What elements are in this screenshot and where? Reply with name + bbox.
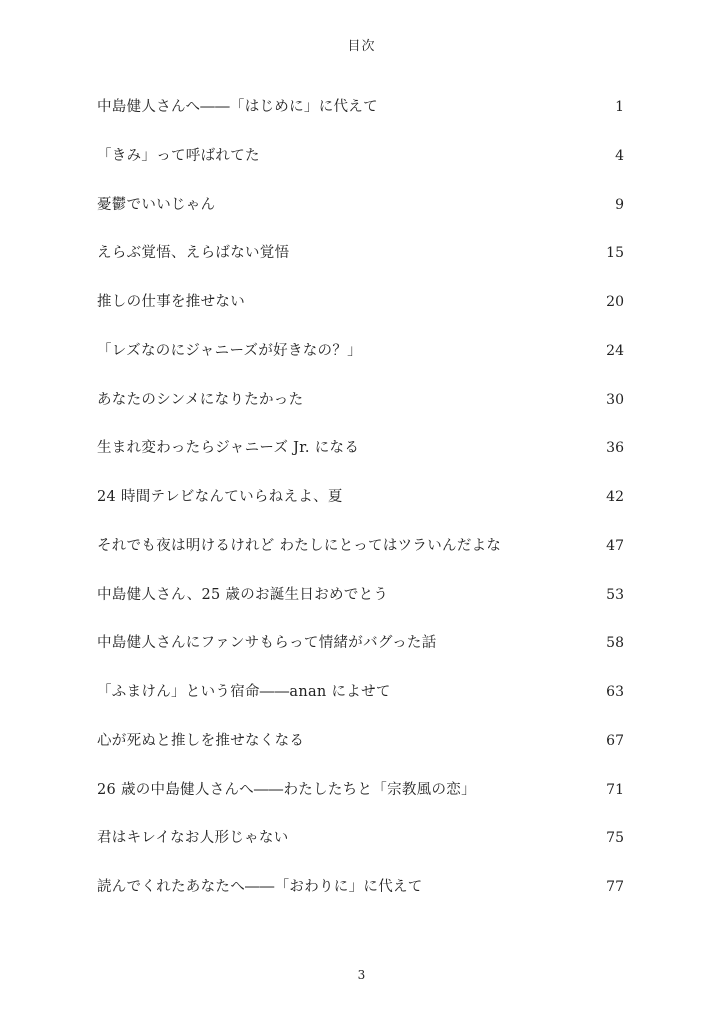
toc-entry-title: あなたのシンメになりたかった xyxy=(97,391,304,408)
toc-entry xyxy=(97,473,624,522)
toc-entry xyxy=(97,717,624,766)
toc-entry xyxy=(97,668,624,717)
page-number: 3 xyxy=(357,968,366,982)
toc-entry-page: 20 xyxy=(606,294,624,310)
toc-entry-title: 「レズなのにジャニーズが好きなの？」 xyxy=(97,342,362,359)
toc-entry-page: 47 xyxy=(606,537,624,554)
toc-entry-page: 58 xyxy=(606,635,624,652)
toc-entry-page: 77 xyxy=(606,879,624,895)
toc-entry-title: それでも夜は明けるけれど わたしにとってはツラいんだよな xyxy=(97,537,502,554)
toc-entry xyxy=(97,424,624,473)
toc-entry-title: 中島健人さんへ――「はじめに」に代えて xyxy=(97,99,378,115)
toc-entry-title: 中島健人さんにファンサもらって情緒がバグった話 xyxy=(97,635,437,652)
toc-entry-title: 26 歳の中島健人さんへ――わたしたちと「宗教風の恋」 xyxy=(97,781,476,798)
toc-entry xyxy=(97,814,624,863)
page-title: 目次 xyxy=(347,39,376,54)
toc-entry-page: 15 xyxy=(606,245,624,262)
toc-entry xyxy=(97,571,624,620)
toc-entry xyxy=(97,522,624,571)
toc-entry-page: 1 xyxy=(615,99,624,115)
toc-entry xyxy=(97,181,624,230)
toc-entry-title: 推しの仕事を推せない xyxy=(97,294,245,310)
toc-entry-title: 「きみ」って呼ばれてた xyxy=(97,147,260,164)
toc-entry-title: 「ふまけん」という宿命――anan によせて xyxy=(97,684,391,700)
toc-entry-title: 君はキレイなお人形じゃない xyxy=(97,830,289,847)
toc-entry-title: 心が死ぬと推しを推せなくなる xyxy=(97,732,305,749)
toc-entry-page: 9 xyxy=(615,196,624,213)
toc-entry-title: 24 時間テレビなんていらねえよ、夏 xyxy=(97,489,343,505)
toc-entry-title: 憂鬱でいいじゃん xyxy=(97,196,216,213)
toc-entry xyxy=(97,619,624,668)
toc-entry xyxy=(97,132,624,181)
toc-entry-title: 生まれ変わったらジャニーズ Jr. になる xyxy=(97,440,360,457)
toc-entry xyxy=(97,278,624,327)
toc-entry-page: 75 xyxy=(606,830,624,847)
toc-entry-title: 読んでくれたあなたへ――「おわりに」に代えて xyxy=(97,879,423,895)
toc-entry xyxy=(97,327,624,376)
toc-entry-page: 36 xyxy=(606,440,624,457)
toc-entry xyxy=(97,863,624,912)
toc-entry xyxy=(97,83,624,132)
toc-entry-page: 4 xyxy=(615,147,624,164)
toc-entry-page: 24 xyxy=(606,342,624,359)
toc-entry-page: 63 xyxy=(606,684,624,700)
toc-entry-page: 42 xyxy=(606,489,624,505)
toc-entry-title: えらぶ覚悟、えらばない覚悟 xyxy=(97,245,290,262)
toc-entry-page: 53 xyxy=(606,586,624,603)
toc-entry xyxy=(97,229,624,278)
toc-entry-page: 67 xyxy=(606,732,624,749)
toc-entry-page: 71 xyxy=(606,781,624,798)
table-of-contents xyxy=(97,83,624,912)
toc-entry-page: 30 xyxy=(606,391,624,408)
toc-entry xyxy=(97,376,624,425)
toc-entry xyxy=(97,766,624,815)
toc-entry-title: 中島健人さん、25 歳のお誕生日おめでとう xyxy=(97,586,389,603)
